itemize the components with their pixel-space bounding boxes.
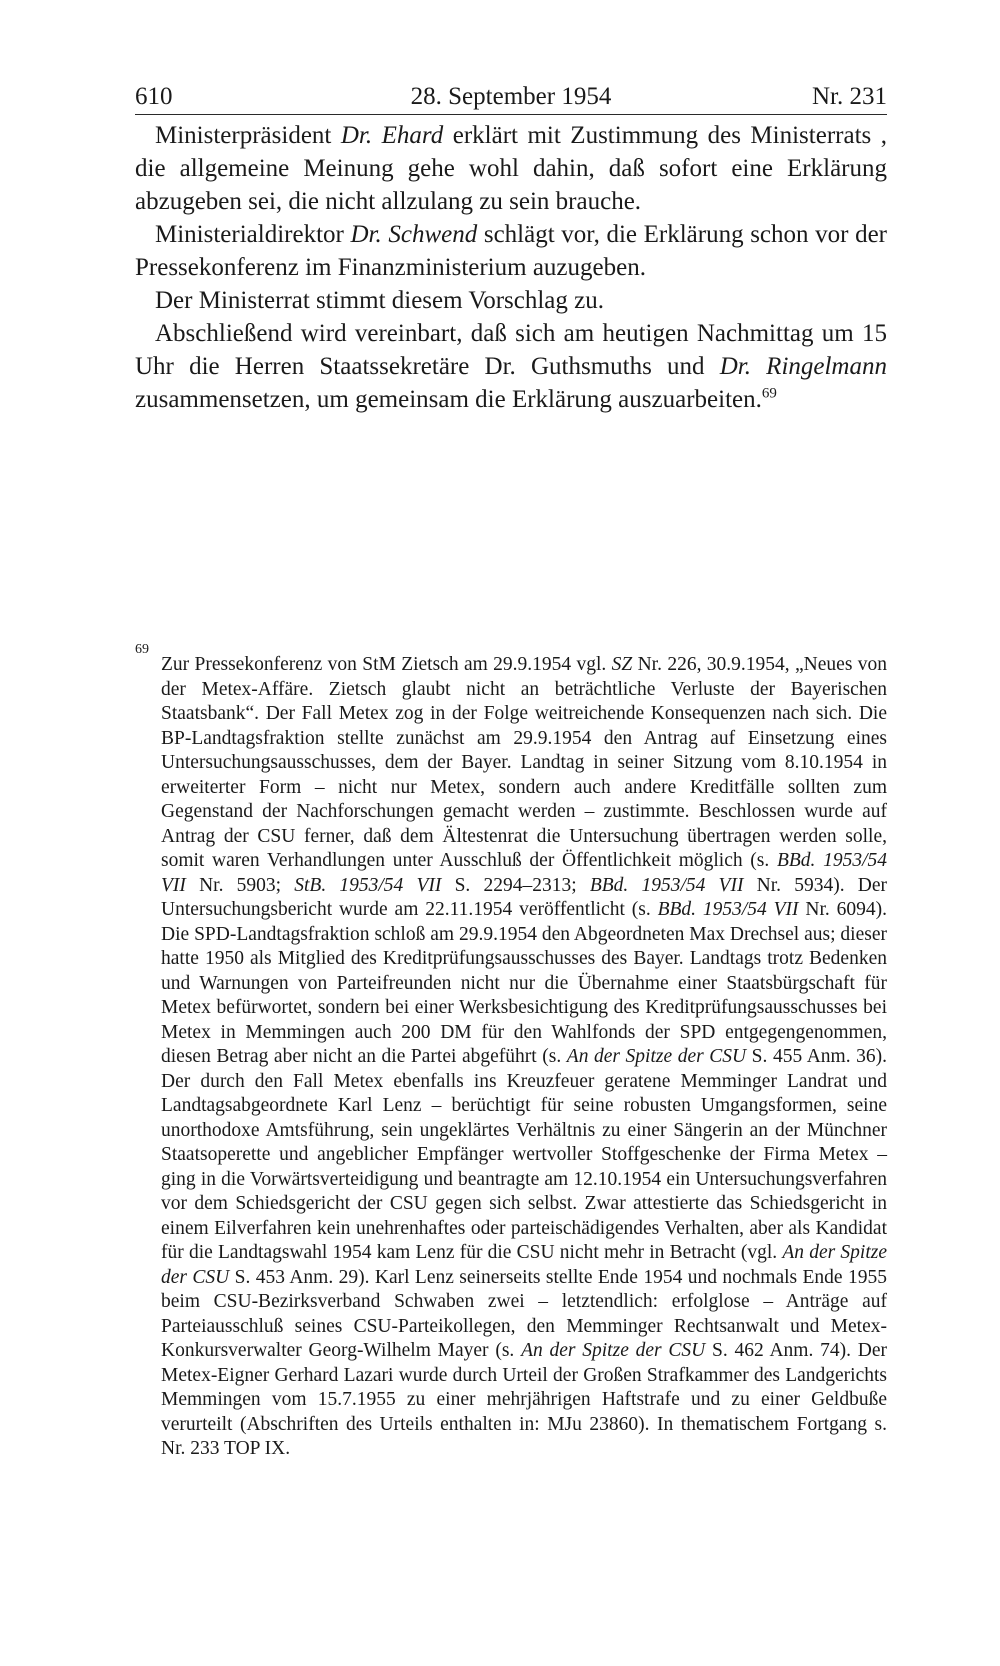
paragraph-schwend <box>135 218 887 284</box>
footnote-69: 69 Zur Pressekonferenz von StM Zietsch am 29.9.1954 vgl. SZ Nr. 226, 30.9.1954, „Neues von der Metex-Affäre. Zietsch glaubt nicht an beträchtliche Verluste der Bayerischen Staatsbank“. Der Fall Metex zog in der Folge weitreichende Konsequenzen nach sich. Die BP-Landtagsfraktion stellte zunächst am 29.9.1954 den Antrag auf Einsetzung eines Untersuchungsausschusses, dem der Bayer. Landtag in seiner Sitzung vom 8.10.1954 in erweiterter Form – nicht nur Metex, sondern auch andere Kreditfälle sollten zum Gegenstand der Nachforschungen gemacht werden – zustimmte. Beschlossen wurde auf Antrag der CSU ferner, daß dem Ältestenrat die Untersuchung übertragen werden solle, somit waren Verhandlungen unter Ausschluß der Öffentlichkeit möglich (s. BBd. 1953/54 VII Nr. 5903; StB. 1953/54 VII S. 2294–2313; BBd. 1953/54 VII Nr. 5934). Der Untersuchungsbericht wurde am 22.11.1954 veröffentlicht (s. BBd. 1953/54 VII Nr. 6094). Die SPD-Landtagsfraktion schloß am 29.9.1954 den Abgeordneten Max Drechsel aus; dieser hatte 1950 als Mitglied des Kreditprüfungsausschusses des Bayer. Landtags trotz Bedenken und Warnungen von Parteifreunden nicht nur die Übernahme einer Staatsbürgschaft für Metex befürwortet, sondern bei einer Werksbesichtigung des Kreditprüfungsausschusses bei Metex in Memmingen auch 200 DM für den Wahlfonds der SPD entgegengenommen, diesen Betrag aber nicht an die Partei abgeführt (s. An der Spitze der CSU S. 455 Anm. 36). Der durch den Fall Metex ebenfalls ins Kreuzfeuer geratene Memminger Landrat und Landtagsabgeordnete Karl Lenz – berüchtigt für seine robusten Umgangsformen, seine unorthodoxe Amtsführung, sein ungeklärtes Verhältnis zu einer Sängerin an der Münchner Staatsoperette und angeblicher Empfänger wertvoller Stoffgeschenke der Firma Metex – ging in die Vorwärtsverteidigung und beantragte am 12.10.1954 ein Untersuchungsverfahren vor dem Schiedsgericht der CSU gegen sich selbst. Zwar attestierte das Schiedsgericht in einem Eilverfahren kein unehrenhaftes oder parteischädigendes Verhalten, aber als Kandidat für die Landtagswahl 1954 kam Lenz für die CSU nicht mehr in Betracht (vgl. An der Spitze der CSU S. 453 Anm. 29). Karl Lenz seinerseits stellte Ende 1954 und nochmals Ende 1955 beim CSU-Bezirksverband Schwaben zwei – letztendlich: erfolglose – Anträge auf Parteiausschluß seines CSU-Parteikollegen, den Memminger Rechtsanwalt und Metex-Konkursverwalter Georg-Wilhelm Mayer (s. An der Spitze der CSU S. 462 Anm. 74). Der Metex-Eigner Gerhard Lazari wurde durch Urteil der Großen Strafkammer des Landgerichts Memmingen vom 15.7.1955 zu einer mehrjährigen Haftstrafe und zu einer Geldbuße verurteilt (Abschriften des Urteils enthalten in: MJu 23860). In thematischem Fortgang s. Nr. 233 TOP IX. <box>135 642 888 1459</box>
text-run: Ministerpräsident <box>155 122 341 149</box>
citation-italic: An der Spitze der CSU <box>566 1046 747 1067</box>
header-issue-number: Nr. 231 <box>812 83 887 110</box>
text-run: Nr. 226, 30.9.1954, „Neues von der Metex-Affäre. Zietsch glaubt nicht an beträchtliche Verluste der Bayerischen Staatsbank“. Der Fall Metex zog in der Folge weitreichende Konsequenzen nach sich. Die BP-Landtagsfraktion stellte zunächst am 29.9.1954 den Antrag auf Einsetzung eines Untersuchungsausschusses, dem der Bayer. Landtag in seiner Sitzung vom 8.10.1954 in erweiterter Form – nicht nur Metex, sondern auch andere Kreditfälle sollten zum Gegenstand der Nachforschungen gemacht werden – zustimmte. Beschlossen wurde auf Antrag der CSU ferner, daß dem Ältestenrat die Untersuchung übertragen werden solle, somit waren Verhandlungen unter Ausschluß der Öffentlichkeit möglich (s. <box>161 654 888 871</box>
text-run: erklärt mit Zustimmung des Ministerrats , die allgemeine Meinung gehe wohl dahin, daß sofort eine Erklärung abzugeben sei, die nicht allzulang zu sein brauche. <box>135 122 887 215</box>
text-run: S. 455 Anm. 36). Der durch den Fall Metex ebenfalls ins Kreuzfeuer geratene Memminger Landrat und Landtagsabgeordnete Karl Lenz – berüchtigt für seine robusten Umgangsformen, seine unorthodoxe Amtsführung, sein ungeklärtes Verhältnis zu einer Sängerin an der Münchner Staatsoperette und angeblicher Empfänger wertvoller Stoffgeschenke der Firma Metex – ging in die Vorwärtsverteidigung und beantragte am 12.10.1954 ein Untersuchungsverfahren vor dem Schiedsgericht der CSU gegen sich selbst. Zwar attestierte das Schiedsgericht in einem Eilverfahren kein unehrenhaftes oder parteischädigendes Verhalten, aber als Kandidat für die Landtagswahl 1954 kam Lenz für die CSU nicht mehr in Betracht (vgl. <box>161 1046 887 1263</box>
person-name: Dr. Schwend <box>350 221 478 248</box>
citation-italic: StB. 1953/54 VII <box>294 874 442 896</box>
citation-italic: BBd. 1953/54 VII <box>161 850 888 896</box>
text-run: Abschließend wird vereinbart, daß sich am heutigen Nachmittag um 15 Uhr die Herren Staatssekretäre Dr. Guthsmuths und <box>135 320 887 380</box>
running-header <box>135 80 887 115</box>
citation-italic: BBd. 1953/54 VII <box>589 874 744 896</box>
paragraph-agreement: Der Ministerrat stimmt diesem Vorschlag zu. <box>155 287 604 314</box>
citation-italic: An der Spitze der CSU <box>161 1242 887 1288</box>
paragraph-ehard <box>135 119 887 218</box>
text-run: S. 453 Anm. 29). Karl Lenz seinerseits stellte Ende 1954 und nochmals Ende 1955 beim CSU-Bezirksverband Schwaben zwei – letztendlich: erfolglose – Anträge auf Parteiausschluß seines CSU-Parteikollegen, den Memminger Rechtsanwalt und Metex-Konkursverwalter Georg-Wilhelm Mayer (s. <box>161 1266 887 1361</box>
person-name: Dr. Ehard <box>340 122 444 149</box>
text-run: Ministerialdirektor <box>155 221 351 248</box>
text-run: S. 462 Anm. 74). Der Metex-Eigner Gerhard Lazari wurde durch Urteil der Großen Strafkammer des Landgerichts Memmingen vom 15.7.1955 zu einer mehrjährigen Haftstrafe und zu einer Geldbuße verurteilt (Abschriften des Urteils enthalten in: MJu 23860). In thematischem Fortgang s. Nr. 233 TOP IX. <box>161 1340 887 1459</box>
document-page <box>135 80 888 1459</box>
text-run: Nr. 6094). Die SPD-Landtagsfraktion schloß am 29.9.1954 den Abgeordneten Max Drechsel aus; dieser hatte 1950 als Mitglied des Kreditprüfungsausschusses des Bayer. Landtags trotz Bedenken und Warnungen von Parteifreunden nicht nur die Übernahme einer Staatsbürgschaft für Metex befürwortet, sondern bei einer Werksbesichtigung des Kreditprüfungsausschusses bei Metex in Memmingen auch 200 DM für den Wahlfonds der SPD entgegengenommen, diesen Betrag aber nicht an die Partei abgeführt (s. <box>161 899 887 1067</box>
text-run: S. 2294–2313; <box>441 874 590 896</box>
text-run: zusammensetzen, um gemeinsam die Erklärung auszuarbeiten. <box>135 386 762 413</box>
citation-italic: BBd. 1953/54 VII <box>657 899 799 920</box>
citation-italic: SZ <box>611 654 633 675</box>
citation-italic: An der Spitze der CSU <box>521 1340 706 1361</box>
text-run: Nr. 5934). Der Untersuchungsbericht wurde am 22.11.1954 veröffentlicht (s. <box>161 874 887 920</box>
page-number: 610 <box>135 83 173 110</box>
paragraph-conclusion <box>135 317 887 416</box>
main-text <box>135 119 887 416</box>
text-run: Nr. 5903; <box>185 874 295 896</box>
text-run: schlägt vor, die Erklärung schon vor der Pressekonferenz im Finanzministerium auzugeben. <box>135 221 887 281</box>
footnote-reference[interactable]: 69 <box>761 385 777 402</box>
text-run: Zur Pressekonferenz von StM Zietsch am 29.9.1954 vgl. <box>161 654 612 675</box>
header-date: 28. September 1954 <box>410 83 612 110</box>
person-name: Dr. Ringelmann <box>719 353 887 380</box>
